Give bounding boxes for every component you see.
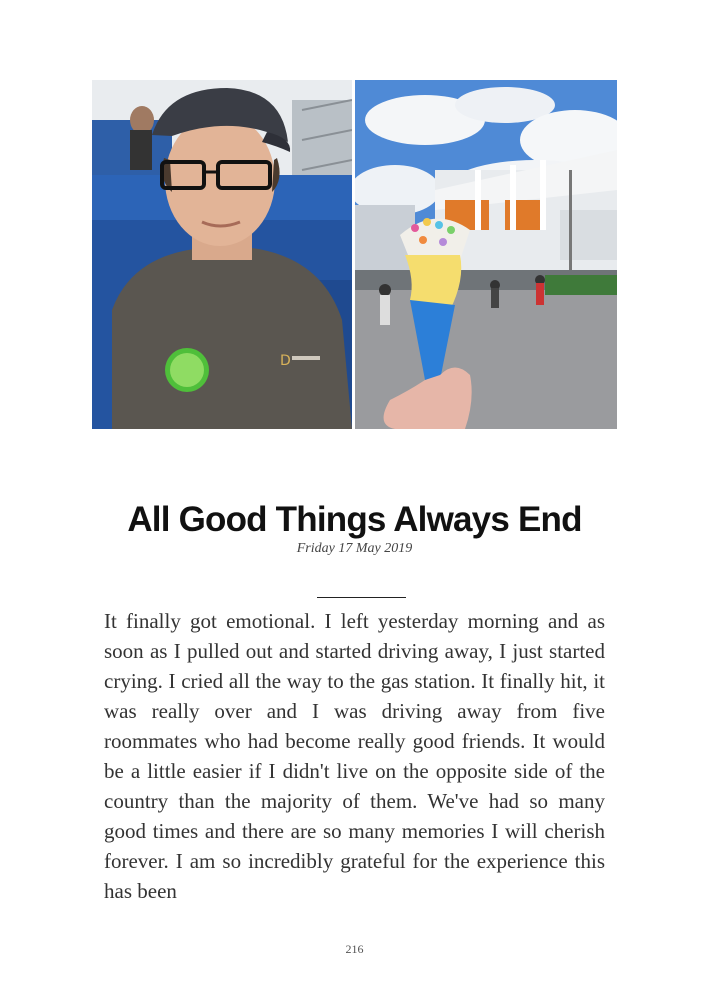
entry-date: Friday 17 May 2019 — [296, 541, 413, 556]
selfie-photo — [92, 80, 352, 429]
page-number: 216 — [345, 942, 364, 956]
svg-text:D: D — [280, 353, 291, 369]
entry-body: It finally got emotional. I left yesterday morning and as soon as I pulled out and started driving away, I just started crying. I cried all the way to the gas station. It finally hit, it was really over and I was driving away from five roommates who had become really good friends. It would be a little easier if I didn't live on the opposite side of the country than the majority of them. We've had so many good times and there are so many memories I will cherish forever. I am so incredibly grateful for the experience this has been — [104, 609, 605, 903]
ice-cream-cone-photo — [355, 80, 617, 429]
page-title: All Good Things Always End — [127, 500, 582, 539]
title-divider — [317, 597, 406, 598]
